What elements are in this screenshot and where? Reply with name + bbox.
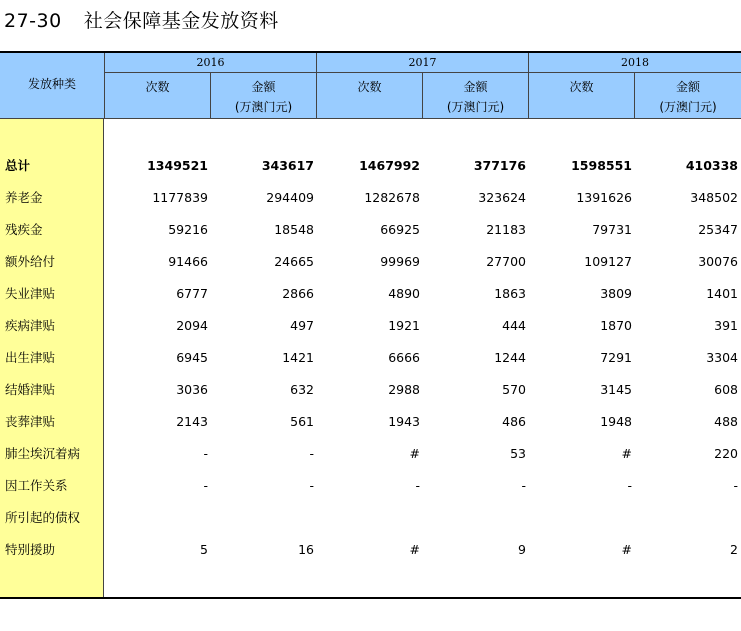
amount-header-2017 — [423, 78, 528, 115]
value-cell: - — [415, 478, 420, 493]
table-title: 社会保障基金发放资料 — [83, 10, 279, 32]
year-2017-header: 2017 — [317, 53, 528, 73]
value-cell: 2866 — [282, 286, 314, 301]
value-cell: 4890 — [388, 286, 420, 301]
value-cell: # — [621, 446, 632, 461]
amount-label: 金额 — [251, 80, 276, 94]
value-cell: 348502 — [690, 190, 738, 205]
table-row — [0, 476, 741, 496]
value-cell: 2988 — [388, 382, 420, 397]
value-cell: 3809 — [600, 286, 632, 301]
table-row — [0, 380, 741, 400]
table-row — [0, 220, 741, 240]
table-row — [0, 284, 741, 304]
value-cell: 377176 — [473, 158, 526, 173]
count-header-2017: 次数 — [357, 80, 382, 94]
value-cell: 1349521 — [147, 158, 208, 173]
row-label: 总计 — [5, 158, 31, 173]
value-cell: 30076 — [698, 254, 738, 269]
value-cell: 497 — [290, 318, 314, 333]
value-cell: 1943 — [388, 414, 420, 429]
value-cell: - — [733, 478, 738, 493]
value-cell: 323624 — [478, 190, 526, 205]
value-cell: 608 — [714, 382, 738, 397]
amount-header-2018 — [635, 78, 741, 115]
table-row — [0, 412, 741, 432]
row-label: 残疾金 — [5, 222, 43, 237]
divider — [210, 73, 211, 119]
value-cell: 2143 — [176, 414, 208, 429]
value-cell: 79731 — [592, 222, 632, 237]
value-cell: 391 — [714, 318, 738, 333]
year-2016-header: 2016 — [105, 53, 316, 73]
value-cell: # — [409, 446, 420, 461]
value-cell: 9 — [518, 542, 526, 557]
value-cell: 59216 — [168, 222, 208, 237]
value-cell: 2 — [730, 542, 738, 557]
bottom-rule — [0, 597, 741, 599]
count-header-2016: 次数 — [145, 80, 170, 94]
value-cell: 2094 — [176, 318, 208, 333]
value-cell: - — [203, 446, 208, 461]
amount-label: 金额 — [675, 80, 700, 94]
row-label: 肺尘埃沉着病 — [5, 446, 81, 461]
value-cell: 444 — [502, 318, 526, 333]
row-label: 因工作关系 — [5, 478, 68, 493]
value-cell: 1282678 — [364, 190, 420, 205]
value-cell: 1467992 — [359, 158, 420, 173]
divider — [316, 53, 317, 119]
row-label: 养老金 — [5, 190, 43, 205]
value-cell: 632 — [290, 382, 314, 397]
row-label: 丧葬津贴 — [5, 414, 56, 429]
row-label: 失业津贴 — [5, 286, 56, 301]
table-row — [0, 252, 741, 272]
value-cell: 6777 — [176, 286, 208, 301]
value-cell: 343617 — [261, 158, 314, 173]
amount-unit: (万澳门元) — [659, 100, 717, 114]
row-label: 出生津贴 — [5, 350, 56, 365]
table-row — [0, 316, 741, 336]
value-cell: 3304 — [706, 350, 738, 365]
value-cell: - — [203, 478, 208, 493]
row-label: 结婚津贴 — [5, 382, 56, 397]
value-cell: - — [627, 478, 632, 493]
value-cell: 18548 — [274, 222, 314, 237]
divider — [104, 53, 105, 119]
value-cell: 410338 — [685, 158, 738, 173]
amount-header-2016 — [211, 78, 316, 115]
value-cell: 3145 — [600, 382, 632, 397]
table-row — [0, 156, 741, 176]
amount-label: 金额 — [463, 80, 488, 94]
table-row — [0, 348, 741, 368]
table-header — [0, 53, 741, 119]
value-cell: 66925 — [380, 222, 420, 237]
row-label: 额外给付 — [5, 254, 56, 269]
table-row — [0, 188, 741, 208]
value-cell: 1921 — [388, 318, 420, 333]
value-cell: 1401 — [706, 286, 738, 301]
value-cell: 5 — [200, 542, 208, 557]
divider — [528, 53, 529, 119]
value-cell: 16 — [298, 542, 314, 557]
value-cell: 3036 — [176, 382, 208, 397]
value-cell: 220 — [714, 446, 738, 461]
header-divider — [0, 118, 741, 119]
table-row — [0, 508, 741, 528]
divider — [422, 73, 423, 119]
value-cell: 561 — [290, 414, 314, 429]
amount-unit: (万澳门元) — [446, 100, 505, 114]
value-cell: 109127 — [584, 254, 632, 269]
value-cell: 570 — [502, 382, 526, 397]
amount-unit: (万澳门元) — [234, 100, 293, 114]
value-cell: 486 — [502, 414, 526, 429]
value-cell: 6666 — [388, 350, 420, 365]
count-header-2018: 次数 — [569, 80, 594, 94]
value-cell: 1863 — [494, 286, 526, 301]
row-label: 疾病津贴 — [5, 318, 56, 333]
category-header: 发放种类 — [27, 77, 76, 91]
page-title — [4, 6, 279, 33]
value-cell: 21183 — [486, 222, 526, 237]
value-cell: 25347 — [698, 222, 738, 237]
value-cell: 1177839 — [152, 190, 208, 205]
value-cell: - — [309, 446, 314, 461]
value-cell: 1391626 — [576, 190, 632, 205]
value-cell: 1598551 — [571, 158, 632, 173]
value-cell: 488 — [714, 414, 738, 429]
value-cell: 1870 — [600, 318, 632, 333]
value-cell: 91466 — [168, 254, 208, 269]
value-cell: - — [309, 478, 314, 493]
table-row — [0, 540, 741, 560]
value-cell: 7291 — [600, 350, 632, 365]
value-cell: # — [409, 542, 420, 557]
divider — [634, 73, 635, 119]
value-cell: 6945 — [176, 350, 208, 365]
row-label: 所引起的债权 — [5, 510, 81, 525]
value-cell: 1244 — [494, 350, 526, 365]
value-cell: 53 — [510, 446, 526, 461]
value-cell: # — [621, 542, 632, 557]
value-cell: 24665 — [274, 254, 314, 269]
value-cell: 294409 — [266, 190, 314, 205]
value-cell: - — [521, 478, 526, 493]
table-code: 27-30 — [4, 10, 62, 32]
year-2018-header: 2018 — [529, 53, 741, 73]
value-cell: 1421 — [282, 350, 314, 365]
table-row — [0, 444, 741, 464]
value-cell: 1948 — [600, 414, 632, 429]
row-label: 特别援助 — [5, 542, 56, 557]
value-cell: 27700 — [486, 254, 526, 269]
value-cell: 99969 — [380, 254, 420, 269]
